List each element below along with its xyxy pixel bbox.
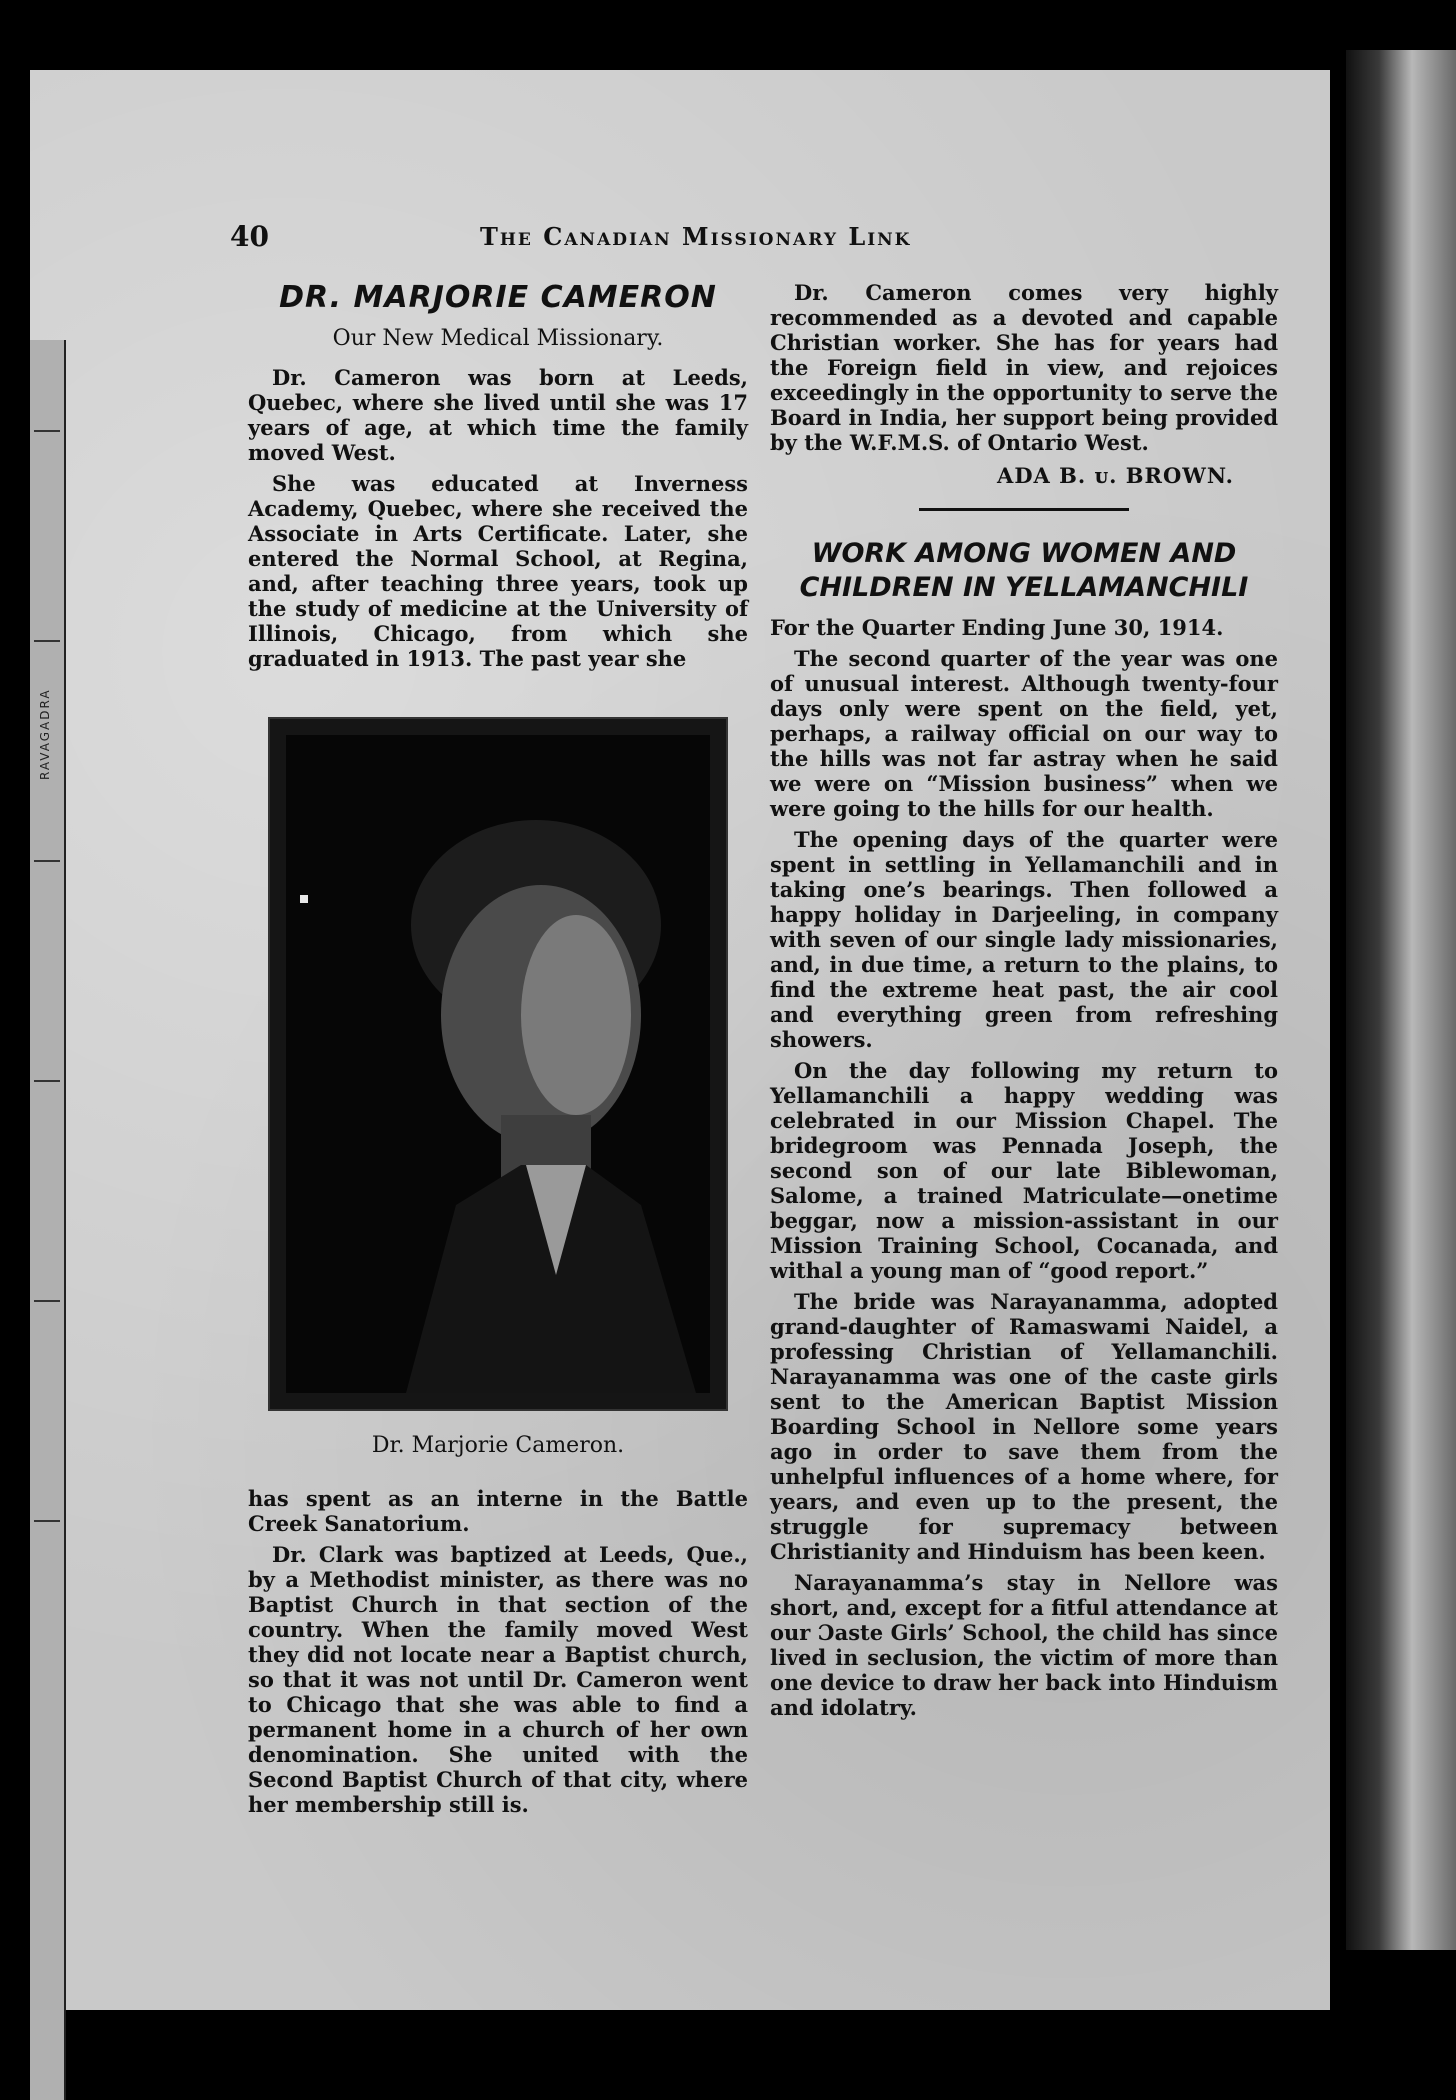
paragraph: She was educated at Inverness Academy, Quebec, where she received the Associate in Arts Certificate. Later, she entered the Normal School, at Regina, and, after teaching three years, took up the study of medicine at the University of Illinois, Chicago, from which she graduated in 1913. The past year she <box>248 471 748 671</box>
running-head: The Canadian Missionary Link <box>480 222 912 251</box>
paragraph: Narayanamma’s stay in Nellore was short, and, except for a fitful attendance at our Ɔaste Girls’ School, the child has since lived in seclusion, the victim of more than one device to draw her back into Hinduism and idolatry. <box>770 1570 1278 1720</box>
article-title: DR. MARJORIE CAMERON <box>279 280 717 315</box>
photo-caption: Dr. Marjorie Cameron. <box>371 1433 625 1458</box>
portrait-photo <box>268 717 728 1411</box>
section-title-line-1: WORK AMONG WOMEN AND <box>811 538 1237 569</box>
left-column <box>248 280 748 1823</box>
paragraph: Dr. Cameron comes very highly recommended as a devoted and capable Christian worker. She has for years had the Foreign field in view, and rejoices exceedingly in the opportunity to serve the Board in India, her support being provided by the W.F.M.S. of Ontario West. <box>770 280 1278 455</box>
portrait-image <box>286 735 710 1393</box>
paragraph: Dr. Clark was baptized at Leeds, Que., by a Methodist minister, as there was no Baptist Church in that section of the country. When the family moved West they did not locate near a Baptist church, so that it was not until Dr. Cameron went to Chicago that she was able to find a permanent home in a church of her own denomination. She united with the Second Baptist Church of that city, where her membership still is. <box>248 1542 748 1817</box>
section-divider <box>919 508 1129 511</box>
scanner-edge <box>1346 50 1456 1950</box>
section-title-line-2: CHILDREN IN YELLAMANCHILI <box>799 572 1249 603</box>
dateline: For the Quarter Ending June 30, 1914. <box>770 615 1224 640</box>
paragraph: On the day following my return to Yellamanchili a happy wedding was celebrated in our Mission Chapel. The bridegroom was Pennada Joseph, the second son of our late Biblewoman, Salome, a trained Matriculate—onetime beggar, now a mission-assistant in our Mission Training School, Cocanada, and withal a young man of “good report.” <box>770 1058 1278 1283</box>
ruler-label: RAVAGADRA <box>38 688 52 780</box>
page-header <box>230 220 1280 260</box>
paragraph: The opening days of the quarter were spent in settling in Yellamanchili and in taking one’s bearings. Then followed a happy holiday in Darjeeling, in company with seven of our single lady missionaries, and, in due time, a return to the plains, to find the extreme heat past, the air cool and everything green from refreshing showers. <box>770 827 1278 1052</box>
author-signature: ADA B. ᴜ. BROWN. <box>997 463 1234 488</box>
scale-ruler <box>30 340 66 2100</box>
article-subtitle: Our New Medical Missionary. <box>332 326 664 351</box>
page-number: 40 <box>230 220 269 253</box>
paragraph: The bride was Narayanamma, adopted grand-daughter of Ramaswami Naidel, a professing Christian of Yellamanchili. Narayanamma was one of the caste girls sent to the American Baptist Mission Boarding School in Nellore some years ago in order to save them from the unhelpful influences of a home where, for years, and even up to the present, the struggle for supremacy between Christianity and Hinduism has been keen. <box>770 1289 1278 1564</box>
paragraph: Dr. Cameron was born at Leeds, Quebec, where she lived until she was 17 years of age, at which time the family moved West. <box>248 365 748 465</box>
section-title <box>770 537 1278 605</box>
paragraph: has spent as an interne in the Battle Creek Sanatorium. <box>248 1486 748 1536</box>
paragraph: The second quarter of the year was one of unusual interest. Although twenty-four days only were spent on the field, yet, perhaps, a railway official on our way to the hills was not far astray when he said we were on “Mission business” when we were going to the hills for our health. <box>770 646 1278 821</box>
right-column <box>770 280 1278 1726</box>
